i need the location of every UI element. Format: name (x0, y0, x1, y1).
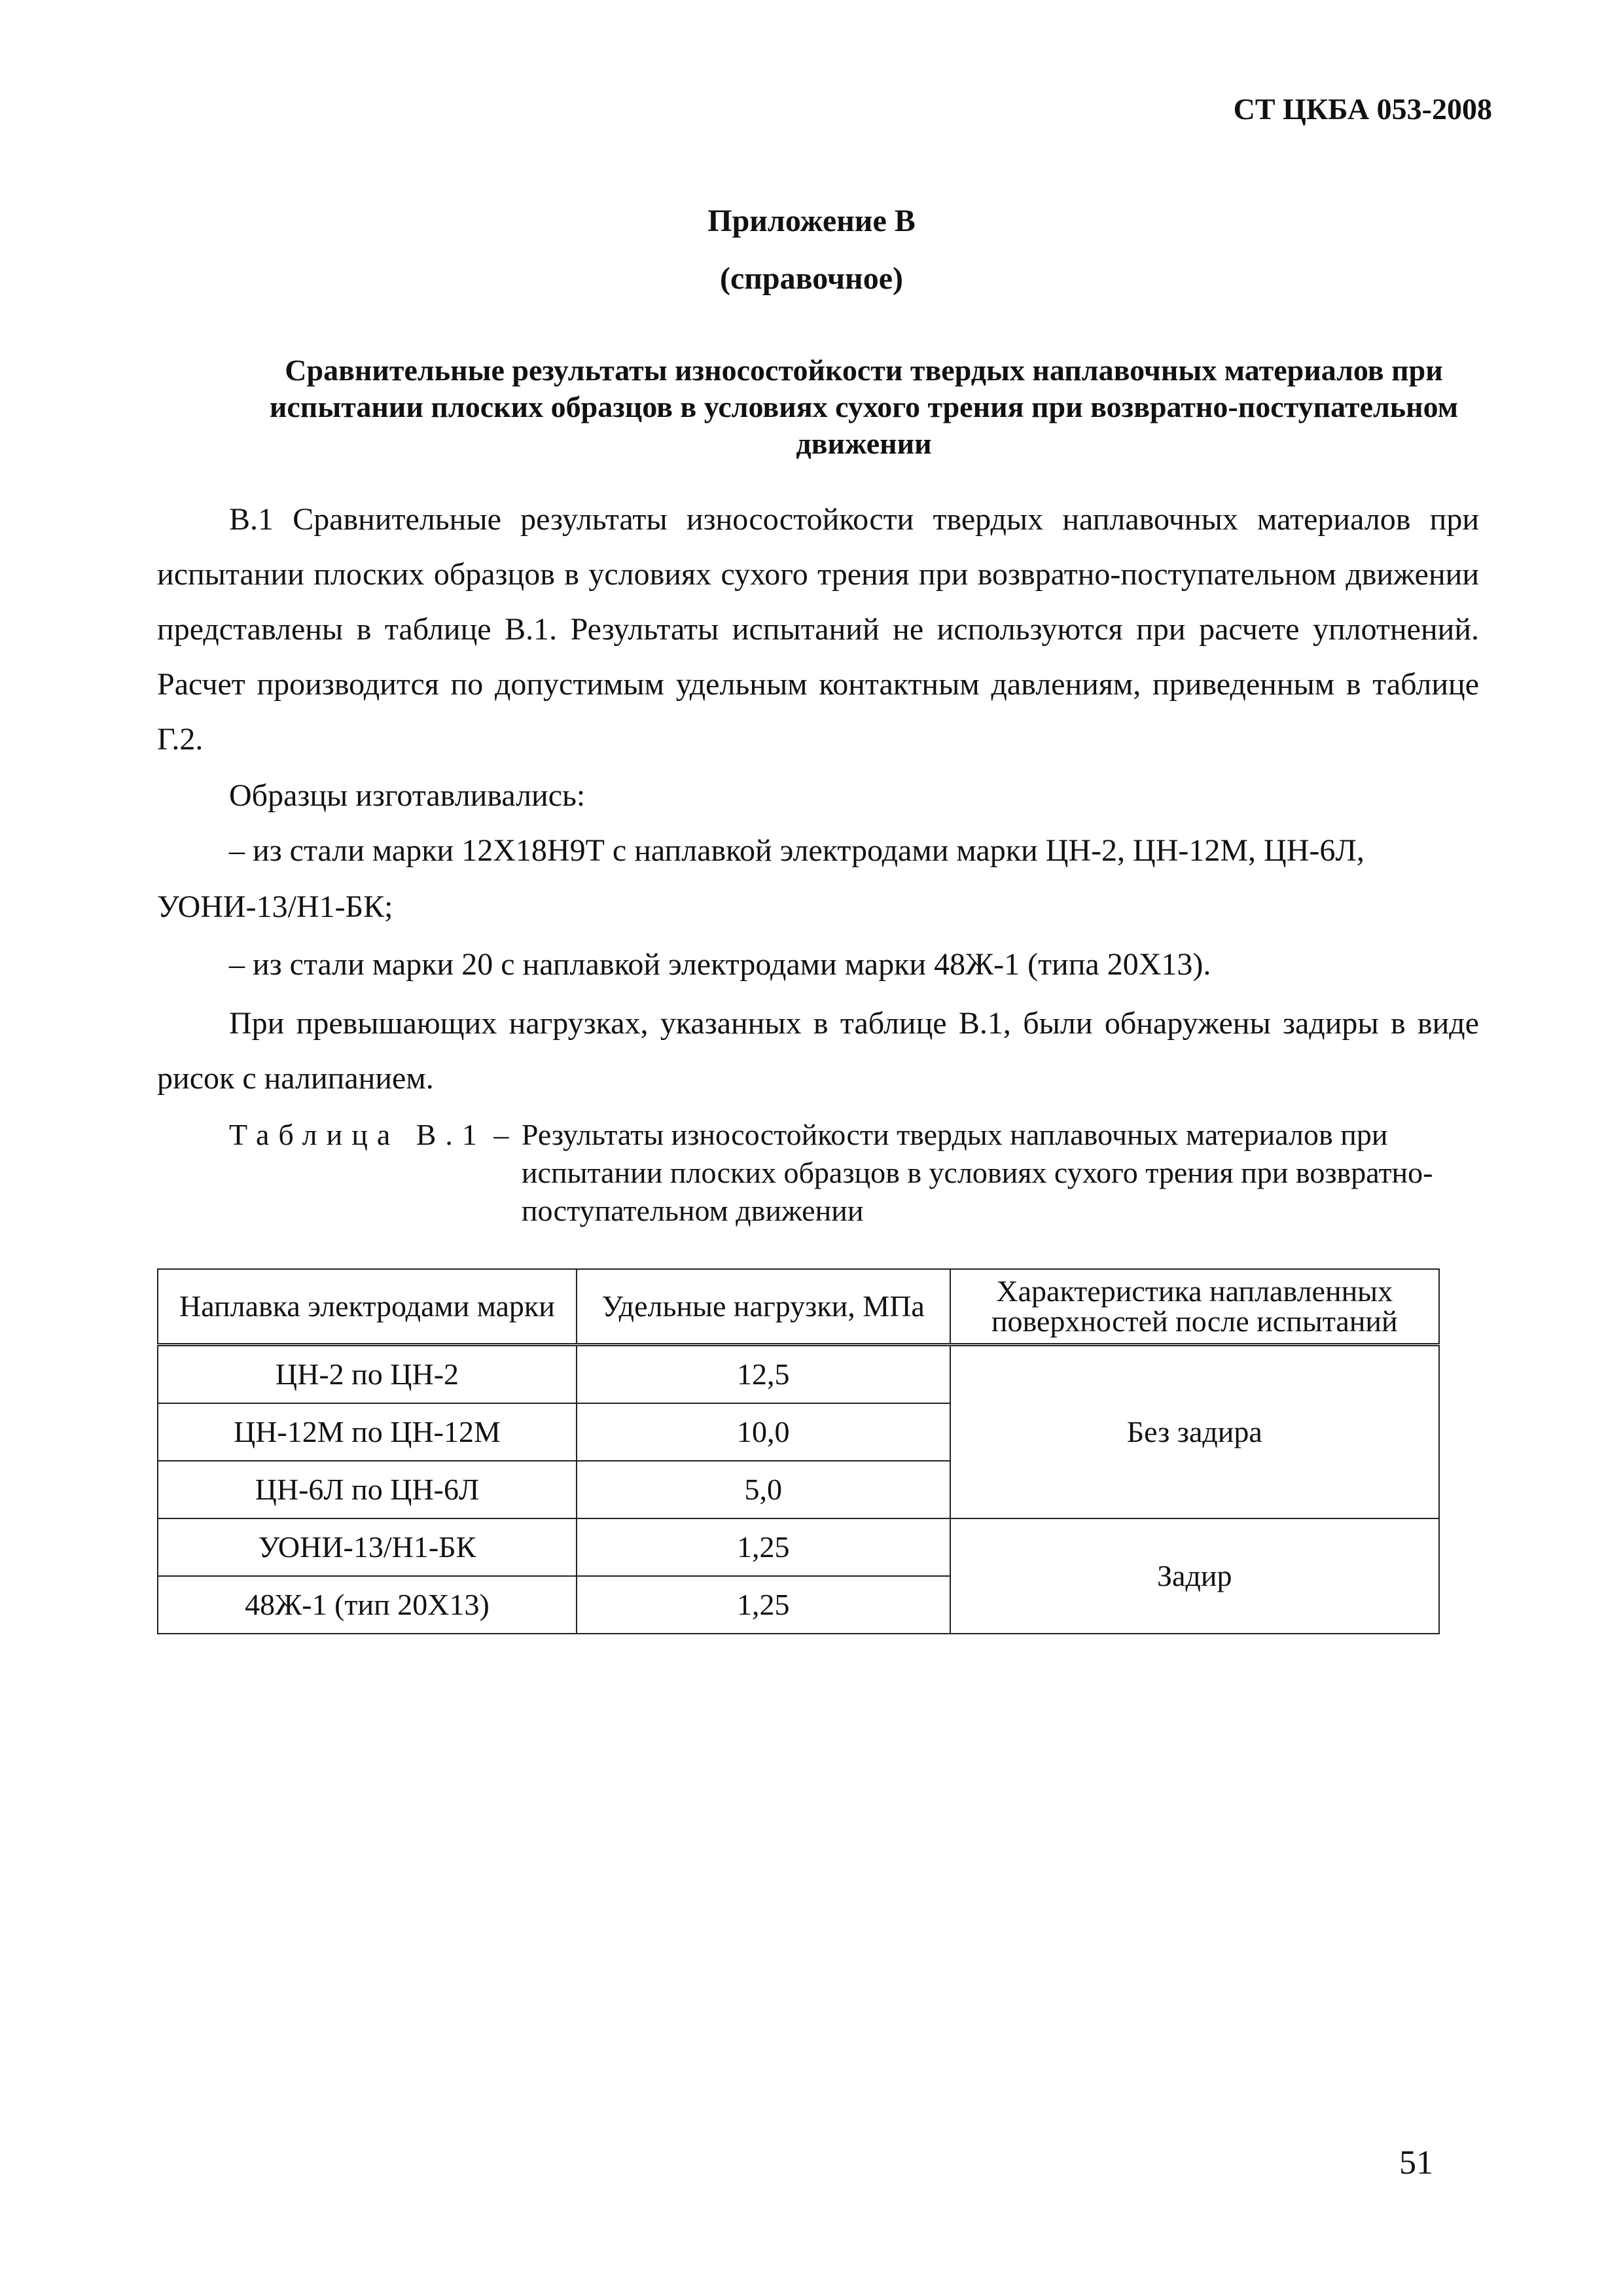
table-header-row (158, 1269, 1439, 1345)
table-caption-dash: – (486, 1118, 516, 1151)
cell-load: 1,25 (577, 1518, 950, 1576)
results-table (157, 1268, 1440, 1634)
cell-load: 12,5 (577, 1345, 950, 1404)
table-row (158, 1518, 1439, 1576)
appendix-title: Приложение В (707, 204, 916, 238)
header-electrode: Наплавка электродами марки (158, 1269, 577, 1345)
list-item-1-continued: УОНИ-13/Н1-БК; (157, 889, 393, 924)
cell-result-seizure: Задир (950, 1518, 1440, 1634)
paragraph-overload: При превышающих нагрузках, указанных в таблице В.1, были обнаружены задиры в виде рисок с налипанием. (157, 1006, 1479, 1096)
table-caption-text: Результаты износостойкости твердых наплавочных материалов при испытании плоских образцов в условиях сухого трения при возвратно-поступательном движении (521, 1118, 1433, 1227)
table-row (158, 1345, 1439, 1404)
paragraph-b1: В.1 Сравнительные результаты износостойкости твердых наплавочных материалов при испытании плоских образцов в условиях сухого трения при возвратно-поступательном движении представлены в таблице В.1. Результаты испытаний не используются при расчете уплотнений. Расчет производится по допустимым удельным контактным давлениям, приведенным в таблице Г.2. (157, 502, 1479, 757)
cell-load: 1,25 (577, 1576, 950, 1634)
document-code: СТ ЦКБА 053-2008 (1233, 92, 1492, 126)
header-result: Характеристика наплавленных поверхностей после испытаний (950, 1269, 1440, 1345)
cell-electrode: 48Ж-1 (тип 20Х13) (158, 1576, 577, 1634)
cell-electrode: УОНИ-13/Н1-БК (158, 1518, 577, 1576)
table-caption (229, 1116, 1451, 1230)
list-item-2: – из стали марки 20 с наплавкой электродами марки 48Ж-1 (типа 20Х13). (229, 947, 1211, 982)
appendix-type: (справочное) (719, 261, 903, 296)
cell-load: 5,0 (577, 1461, 950, 1518)
list-item-1: – из стали марки 12Х18Н9Т с наплавкой электродами марки ЦН-2, ЦН-12М, ЦН-6Л, (229, 833, 1364, 868)
section-title: Сравнительные результаты износостойкости твердых наплавочных материалов при испытании плоских образцов в условиях сухого трения при возвратно-поступательном движении (269, 353, 1459, 460)
cell-load: 10,0 (577, 1403, 950, 1461)
table-caption-label: Таблица В.1 (229, 1118, 486, 1151)
page-number: 51 (1399, 2144, 1433, 2181)
cell-result-no-seizure: Без задира (950, 1345, 1440, 1519)
cell-electrode: ЦН-12М по ЦН-12М (158, 1403, 577, 1461)
samples-intro: Образцы изготавливались: (229, 778, 586, 813)
cell-electrode: ЦН-6Л по ЦН-6Л (158, 1461, 577, 1518)
header-load: Удельные нагрузки, МПа (577, 1269, 950, 1345)
cell-electrode: ЦН-2 по ЦН-2 (158, 1345, 577, 1404)
